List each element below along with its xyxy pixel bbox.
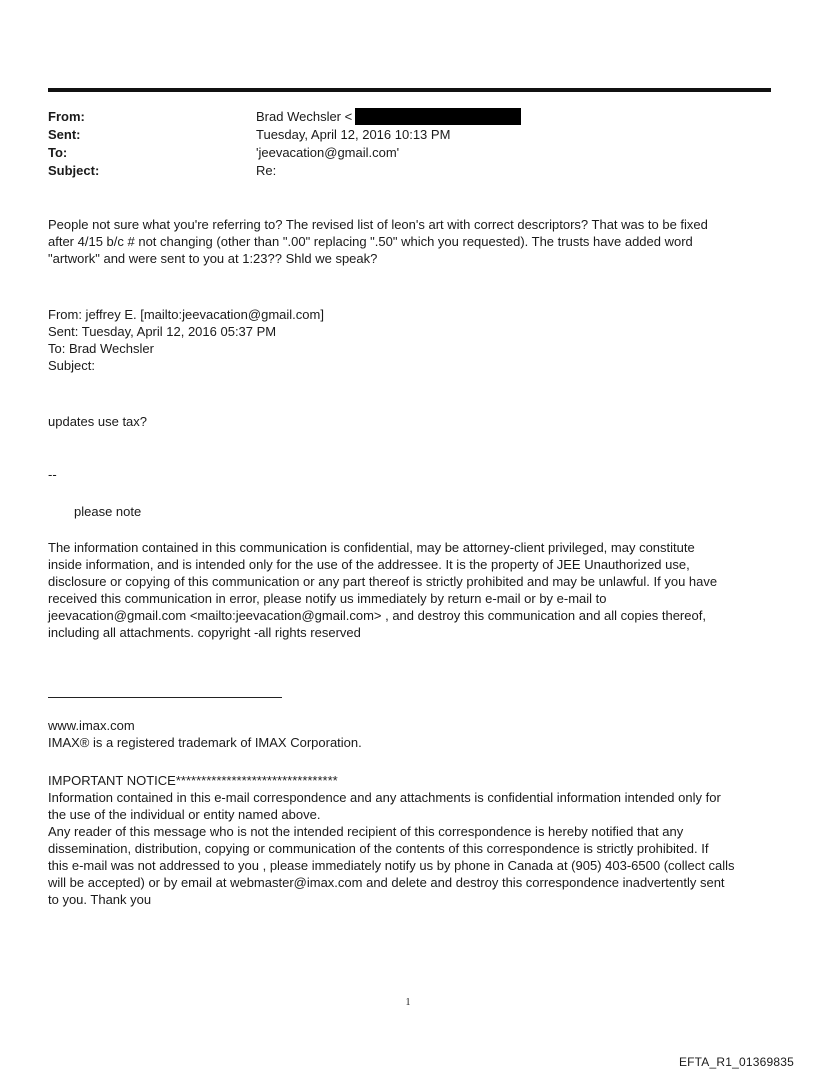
reply-line: People not sure what you're referring to? The revised list of leon's art with correct descriptors? That was to be fixed [48,217,708,232]
notice-line: dissemination, distribution, copying or communication of the contents of this correspondence is strictly prohibited. If [48,841,709,856]
page-number: 1 [405,997,411,1008]
reply-line: after 4/15 b/c # not changing (other than ".00" replacing ".50" which you requested). The trusts have added word [48,234,693,249]
reply-line: "artwork" and were sent to you at 1:23?? Shld we speak? [48,251,378,266]
imax-url: www.imax.com [48,718,135,733]
quoted-header [48,306,766,374]
bates-number: EFTA_R1_01369835 [678,1055,794,1069]
quoted-subject: Subject: [48,358,95,373]
subject-label: Subject: [48,163,100,178]
disclaimer-line: including all attachments. copyright -all rights reserved [48,625,361,640]
please-note: please note [74,504,142,519]
disclaimer-line: jeevacation@gmail.com <mailto:jeevacation@gmail.com> , and destroy this communication and all copies thereof, [48,608,706,623]
disclaimer-line: The information contained in this communication is confidential, may be attorney-client privileged, may constitute [48,540,695,555]
disclaimer-line: disclosure or copying of this communication or any part thereof is strictly prohibited and may be unlawful. If you have [48,574,718,589]
from-value [256,108,521,125]
sent-value: Tuesday, April 12, 2016 10:13 PM [256,127,451,142]
notice-line: to you. Thank you [48,892,152,907]
from-label: From: [48,109,85,124]
important-notice [48,772,766,908]
quoted-body: updates use tax? [48,414,148,429]
to-value: 'jeevacation@gmail.com' [256,145,400,160]
notice-line: Information contained in this e-mail correspondence and any attachments is confidential information intended only for [48,790,721,805]
disclaimer-line: received this communication in error, please notify us immediately by return e-mail or by e-mail to [48,591,607,606]
redaction-box [355,108,521,125]
quoted-to: To: Brad Wechsler [48,341,154,356]
imax-footer [48,717,766,751]
reply-body [48,216,766,267]
disclaimer [48,539,766,641]
quoted-sent: Sent: Tuesday, April 12, 2016 05:37 PM [48,324,277,339]
header-subject-row [48,162,748,179]
imax-trademark: IMAX® is a registered trademark of IMAX Corporation. [48,735,362,750]
header-top-rule [48,88,771,92]
notice-line: will be accepted) or by email at webmaster@imax.com and delete and destroy this correspondence inadvertently sent [48,875,725,890]
signature-dashes: -- [48,467,57,482]
notice-line: the use of the individual or entity named above. [48,807,321,822]
signature-separator [48,697,282,698]
subject-value: Re: [256,163,277,178]
header-from-row [48,108,748,125]
quoted-from: From: jeffrey E. [mailto:jeevacation@gmail.com] [48,307,324,322]
sent-label: Sent: [48,127,81,142]
to-label: To: [48,145,68,160]
notice-line: IMPORTANT NOTICE******************************** [48,773,338,788]
header-sent-row [48,126,748,143]
disclaimer-line: inside information, and is intended only for the use of the addressee. It is the property of JEE Unauthorized use, [48,557,690,572]
notice-line: Any reader of this message who is not the intended recipient of this correspondence is hereby notified that any [48,824,684,839]
header-to-row [48,144,748,161]
from-sender: Brad Wechsler < [256,109,353,124]
notice-line: this e-mail was not addressed to you , please immediately notify us by phone in Canada at (905) 403-6500 (collect calls [48,858,735,873]
